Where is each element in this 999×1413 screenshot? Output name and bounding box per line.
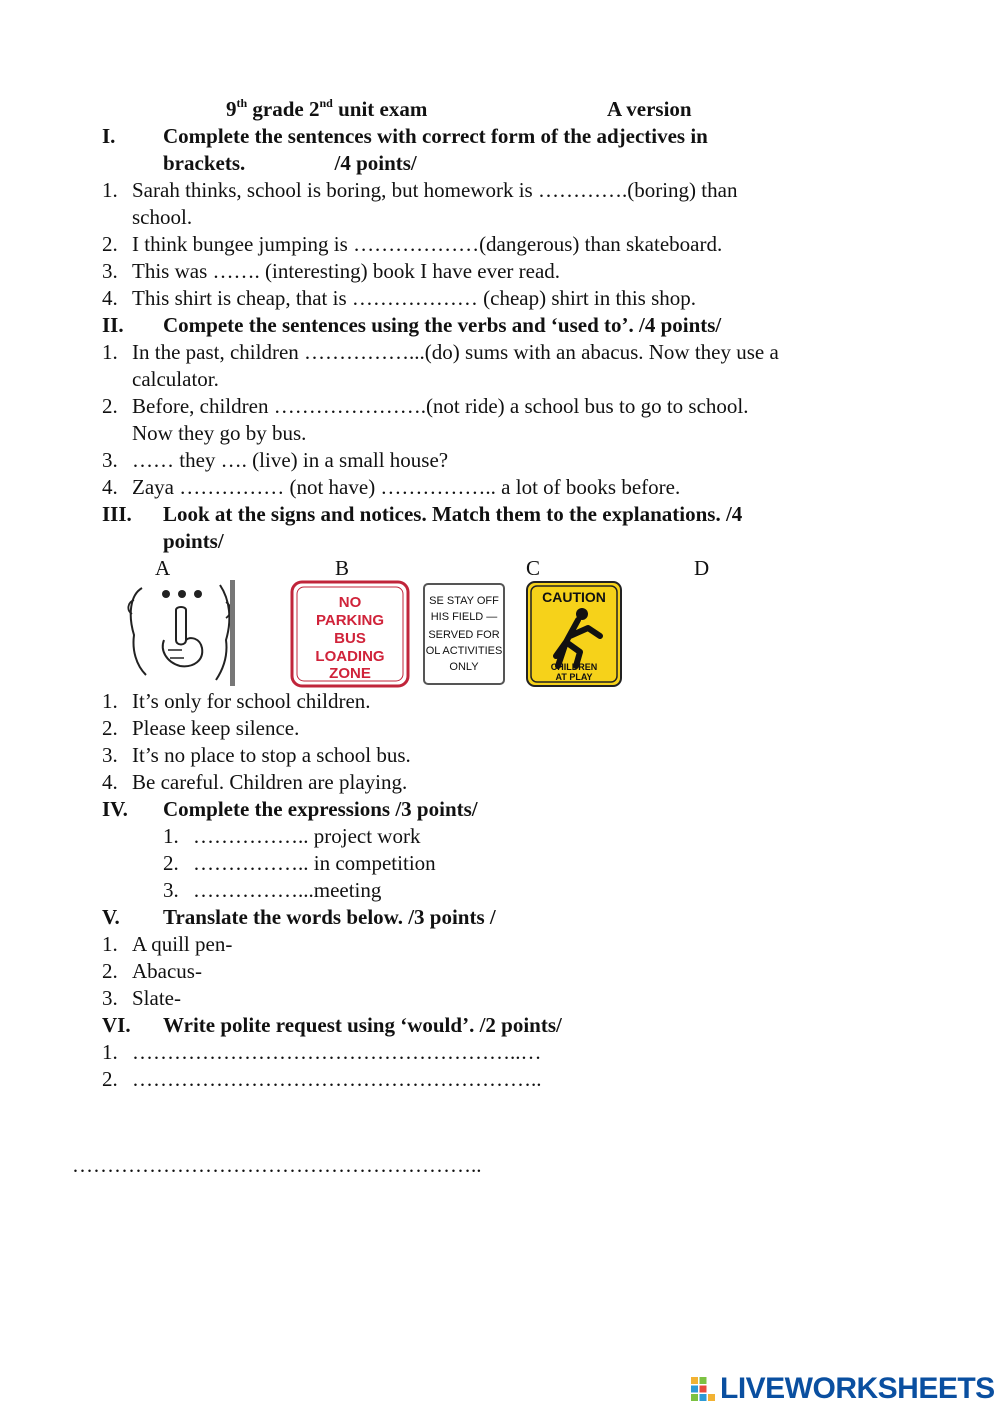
section-6-number: VI.	[102, 1013, 131, 1037]
sign-b-line-4: LOADING	[315, 648, 385, 665]
section-1-title: Complete the sentences with correct form of the adjectives in	[163, 124, 708, 148]
sign-c-line-3: SERVED FOR	[428, 629, 500, 641]
s3-item-1-num: 1.	[102, 689, 118, 713]
s1-item-2-text: I think bungee jumping is ………………(dangerous) than skateboard.	[132, 232, 723, 256]
sign-letter-d: D	[694, 556, 710, 580]
exam-title: 9th grade 2nd unit exam	[226, 96, 428, 121]
shush-face-image	[128, 580, 235, 686]
s4-item-1-num: 1.	[163, 824, 179, 848]
sign-c-line-4: OL ACTIVITIES	[425, 645, 503, 657]
s6-item-1-num: 1.	[102, 1040, 118, 1064]
footer-answer-line[interactable]: …………………………………………………..	[72, 1153, 482, 1177]
s4-item-1-text: …………….. project work	[193, 824, 421, 848]
section-2-title: Compete the sentences using the verbs and ‘used to’. /4 points/	[163, 313, 722, 337]
sign-b-line-1: NO	[338, 594, 362, 611]
sign-c-line-2: HIS FIELD —	[430, 611, 498, 623]
sign-b-line-5: ZONE	[329, 665, 371, 682]
section-2-number: II.	[102, 313, 124, 337]
sign-d-caution: CAUTION	[542, 589, 606, 605]
s3-item-1-text: It’s only for school children.	[132, 689, 371, 713]
s3-item-3-num: 3.	[102, 743, 118, 767]
s1-item-1-cont: school.	[132, 205, 193, 229]
section-6-title: Write polite request using ‘would’. /2 points/	[163, 1013, 562, 1037]
s2-item-3-text: …… they …. (live) in a small house?	[132, 448, 449, 472]
s5-item-1-num: 1.	[102, 932, 118, 956]
s1-item-4-text: This shirt is cheap, that is ……………… (cheap) shirt in this shop.	[132, 286, 697, 310]
s6-item-1-answer-line[interactable]: ………………………………………………..…	[132, 1040, 542, 1064]
section-3-title: Look at the signs and notices. Match them to the explanations. /4	[163, 502, 743, 526]
s2-item-1-num: 1.	[102, 340, 118, 364]
stay-off-field-sign	[424, 584, 504, 684]
s2-item-2-cont: Now they go by bus.	[132, 421, 307, 445]
s5-item-2-num: 2.	[102, 959, 118, 983]
sign-d-at-play: AT PLAY	[555, 672, 593, 682]
s1-item-4-num: 4.	[102, 286, 118, 310]
s6-item-2-num: 2.	[102, 1067, 118, 1091]
section-5-title: Translate the words below. /3 points /	[163, 905, 496, 929]
s3-item-3-text: It’s no place to stop a school bus.	[132, 743, 411, 767]
section-1-title-cont: brackets. /4 points/	[163, 151, 417, 175]
sign-b-line-3: BUS	[334, 630, 366, 647]
s3-item-2-text: Please keep silence.	[132, 716, 300, 740]
s4-item-2-text: …………….. in competition	[193, 851, 436, 875]
s4-item-2-num: 2.	[163, 851, 179, 875]
s2-item-2-num: 2.	[102, 394, 118, 418]
exam-version: A version	[607, 97, 692, 121]
s1-item-3-num: 3.	[102, 259, 118, 283]
liveworksheets-logo-icon	[690, 1376, 716, 1402]
s2-item-2-text: Before, children ………………….(not ride) a school bus to go to school.	[132, 394, 749, 418]
s5-item-1-text: A quill pen-	[132, 932, 233, 956]
s1-item-1-text: Sarah thinks, school is boring, but homework is ………….(boring) than	[132, 178, 738, 202]
sign-letter-c: C	[526, 556, 541, 580]
s4-item-3-text: ……………...meeting	[193, 878, 382, 902]
s5-item-2-text: Abacus-	[132, 959, 202, 983]
sign-d-children: CHILDREN	[550, 662, 598, 672]
section-4-title: Complete the expressions /3 points/	[163, 797, 478, 821]
section-4-number: IV.	[102, 797, 128, 821]
caution-children-sign	[527, 582, 621, 686]
sign-c-line-1: SE STAY OFF	[429, 595, 499, 607]
s5-item-3-num: 3.	[102, 986, 118, 1010]
s3-item-4-text: Be careful. Children are playing.	[132, 770, 408, 794]
s2-item-4-text: Zaya …………… (not have) …………….. a lot of books before.	[132, 475, 681, 499]
s2-item-1-text: In the past, children ……………...(do) sums with an abacus. Now they use a	[132, 340, 779, 364]
sign-letter-b: B	[335, 556, 350, 580]
sign-b-line-2: PARKING	[315, 612, 385, 629]
no-parking-sign	[292, 582, 408, 686]
s2-item-3-num: 3.	[102, 448, 118, 472]
s1-item-2-num: 2.	[102, 232, 118, 256]
s3-item-2-num: 2.	[102, 716, 118, 740]
liveworksheets-logo	[690, 1372, 995, 1406]
sign-letter-a: A	[155, 556, 171, 580]
section-1-number: I.	[102, 124, 116, 148]
liveworksheets-logo-text: LIVEWORKSHEETS	[720, 1372, 995, 1405]
s4-item-3-num: 3.	[163, 878, 179, 902]
s6-item-2-answer-line[interactable]: …………………………………………………..	[132, 1067, 542, 1091]
sign-images	[120, 580, 640, 690]
section-3-title-cont: points/	[163, 529, 224, 553]
s2-item-1-cont: calculator.	[132, 367, 219, 391]
sign-c-line-5: ONLY	[449, 661, 479, 673]
section-3-number: III.	[102, 502, 132, 526]
s1-item-3-text: This was ……. (interesting) book I have ever read.	[132, 259, 561, 283]
section-5-number: V.	[102, 905, 120, 929]
s5-item-3-text: Slate-	[132, 986, 181, 1010]
s1-item-1-num: 1.	[102, 178, 118, 202]
s2-item-4-num: 4.	[102, 475, 118, 499]
s3-item-4-num: 4.	[102, 770, 118, 794]
